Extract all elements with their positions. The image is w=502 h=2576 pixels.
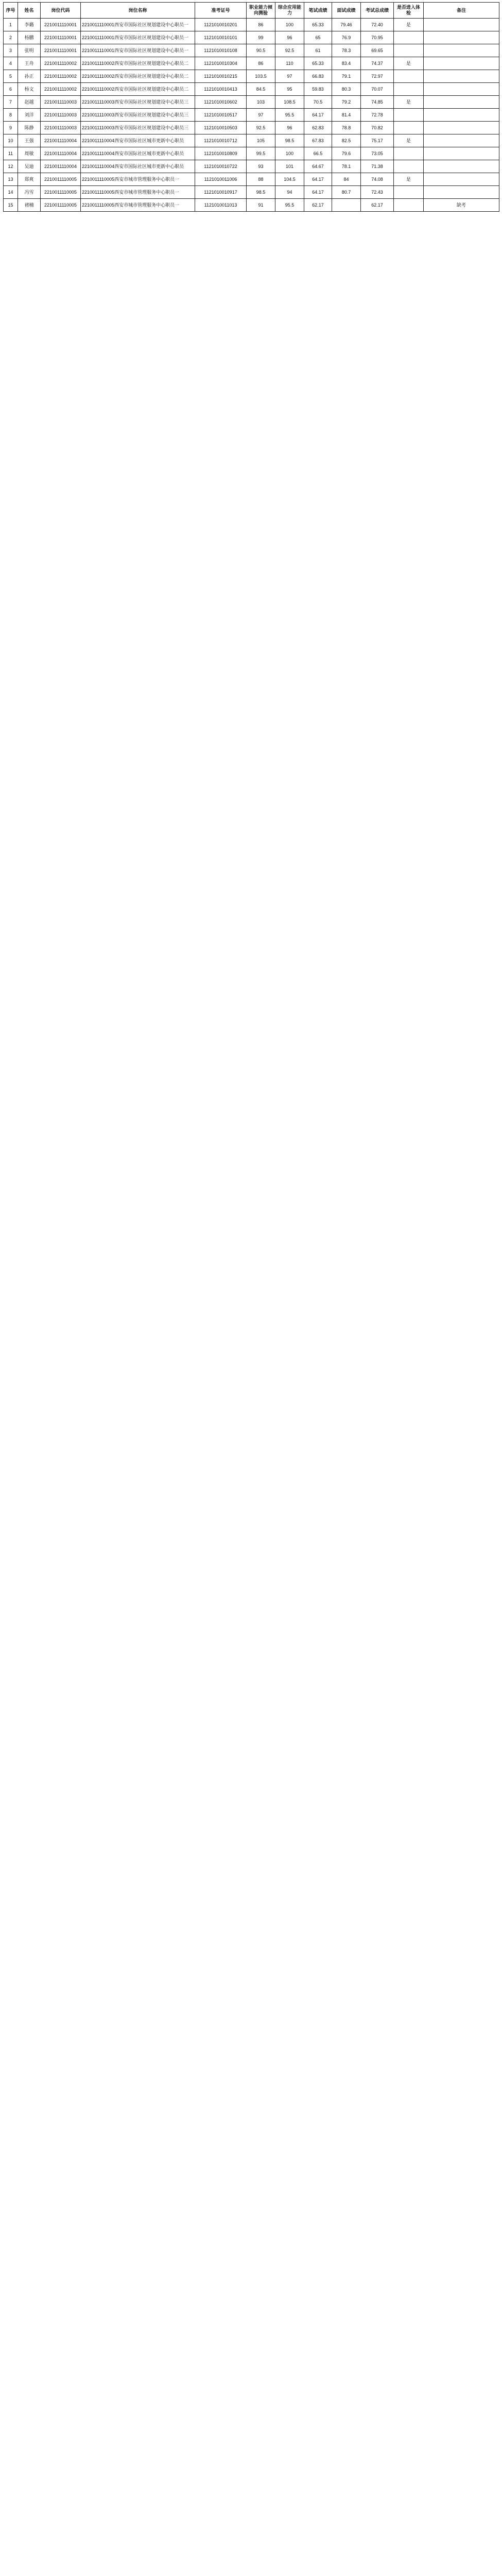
cell-written-score: 66.5 bbox=[304, 147, 332, 160]
cell-name: 王舟 bbox=[18, 57, 41, 70]
cell-written-score: 65.33 bbox=[304, 19, 332, 31]
cell-exam-id: 1121010010917 bbox=[195, 186, 247, 199]
cell-exam-id: 1121010010809 bbox=[195, 147, 247, 160]
cell-name: 陈静 bbox=[18, 122, 41, 134]
cell-interview-score: 78.8 bbox=[332, 122, 361, 134]
cell-interview-score bbox=[332, 199, 361, 212]
header-post-name: 岗位名称 bbox=[81, 3, 195, 19]
cell-remark bbox=[424, 186, 499, 199]
cell-name: 吴迪 bbox=[18, 160, 41, 173]
header-total-score: 考试总成绩 bbox=[361, 3, 394, 19]
cell-post-code: 2210011110001 bbox=[41, 44, 81, 57]
cell-post-name: 2210011110003西安市国际社区规划建设中心职员三 bbox=[81, 122, 195, 134]
cell-index: 3 bbox=[4, 44, 18, 57]
cell-aptitude-score: 105 bbox=[247, 134, 275, 147]
cell-index: 14 bbox=[4, 186, 18, 199]
table-row bbox=[4, 147, 499, 160]
cell-total-score: 74.08 bbox=[361, 173, 394, 186]
cell-exam-id: 1121010010101 bbox=[195, 31, 247, 44]
table-row bbox=[4, 199, 499, 212]
table-row bbox=[4, 57, 499, 70]
cell-post-code: 2210011110003 bbox=[41, 96, 81, 109]
table-row bbox=[4, 122, 499, 134]
table-row bbox=[4, 134, 499, 147]
cell-interview-score: 79.46 bbox=[332, 19, 361, 31]
cell-exam-id: 1121010010215 bbox=[195, 70, 247, 83]
table-row bbox=[4, 31, 499, 44]
header-written-score: 笔试成绩 bbox=[304, 3, 332, 19]
cell-interview-score: 82.5 bbox=[332, 134, 361, 147]
cell-aptitude-score: 86 bbox=[247, 19, 275, 31]
cell-total-score: 73.05 bbox=[361, 147, 394, 160]
cell-post-name: 2210011110005西安市城市管理服务中心职员一 bbox=[81, 173, 195, 186]
header-interview-score: 面试成绩 bbox=[332, 3, 361, 19]
cell-name: 赵越 bbox=[18, 96, 41, 109]
cell-post-code: 2210011110004 bbox=[41, 147, 81, 160]
cell-post-name: 2210011110004西安市国际社区城市更新中心职员 bbox=[81, 147, 195, 160]
header-application-score: 综合应用能力 bbox=[275, 3, 304, 19]
cell-post-code: 2210011110002 bbox=[41, 57, 81, 70]
cell-physical-exam: 是 bbox=[394, 173, 424, 186]
cell-post-name: 2210011110002西安市国际社区规划建设中心职员二 bbox=[81, 57, 195, 70]
cell-written-score: 64.67 bbox=[304, 160, 332, 173]
cell-index: 13 bbox=[4, 173, 18, 186]
cell-total-score: 62.17 bbox=[361, 199, 394, 212]
cell-written-score: 64.17 bbox=[304, 109, 332, 122]
cell-post-code: 2210011110001 bbox=[41, 31, 81, 44]
cell-exam-id: 1121010010304 bbox=[195, 57, 247, 70]
cell-interview-score: 84 bbox=[332, 173, 361, 186]
cell-name: 冯雪 bbox=[18, 186, 41, 199]
cell-aptitude-score: 103.5 bbox=[247, 70, 275, 83]
cell-index: 11 bbox=[4, 147, 18, 160]
cell-interview-score: 80.3 bbox=[332, 83, 361, 96]
cell-written-score: 67.83 bbox=[304, 134, 332, 147]
table-row bbox=[4, 186, 499, 199]
cell-interview-score: 78.1 bbox=[332, 160, 361, 173]
cell-remark bbox=[424, 31, 499, 44]
cell-post-name: 2210011110001西安市国际社区规划建设中心职员一 bbox=[81, 19, 195, 31]
table-row bbox=[4, 160, 499, 173]
cell-remark bbox=[424, 96, 499, 109]
cell-application-score: 100 bbox=[275, 147, 304, 160]
cell-name: 周敏 bbox=[18, 147, 41, 160]
cell-name: 郑爽 bbox=[18, 173, 41, 186]
cell-total-score: 72.97 bbox=[361, 70, 394, 83]
header-name: 姓名 bbox=[18, 3, 41, 19]
cell-written-score: 61 bbox=[304, 44, 332, 57]
cell-post-name: 2210011110004西安市国际社区城市更新中心职员 bbox=[81, 134, 195, 147]
cell-application-score: 95 bbox=[275, 83, 304, 96]
cell-interview-score: 80.7 bbox=[332, 186, 361, 199]
table-row bbox=[4, 19, 499, 31]
cell-index: 12 bbox=[4, 160, 18, 173]
cell-post-name: 2210011110001西安市国际社区规划建设中心职员一 bbox=[81, 44, 195, 57]
cell-index: 15 bbox=[4, 199, 18, 212]
header-row bbox=[4, 3, 499, 19]
cell-aptitude-score: 93 bbox=[247, 160, 275, 173]
cell-application-score: 104.5 bbox=[275, 173, 304, 186]
header-post-code: 岗位代码 bbox=[41, 3, 81, 19]
cell-index: 5 bbox=[4, 70, 18, 83]
cell-exam-id: 1121010010517 bbox=[195, 109, 247, 122]
cell-interview-score: 83.4 bbox=[332, 57, 361, 70]
cell-physical-exam bbox=[394, 186, 424, 199]
cell-total-score: 72.40 bbox=[361, 19, 394, 31]
cell-written-score: 65 bbox=[304, 31, 332, 44]
cell-physical-exam bbox=[394, 31, 424, 44]
table-row bbox=[4, 44, 499, 57]
cell-post-name: 2210011110001西安市国际社区规划建设中心职员一 bbox=[81, 31, 195, 44]
cell-remark bbox=[424, 160, 499, 173]
cell-written-score: 64.17 bbox=[304, 186, 332, 199]
cell-physical-exam bbox=[394, 122, 424, 134]
cell-index: 1 bbox=[4, 19, 18, 31]
cell-remark bbox=[424, 44, 499, 57]
cell-post-name: 2210011110003西安市国际社区规划建设中心职员三 bbox=[81, 96, 195, 109]
cell-physical-exam bbox=[394, 147, 424, 160]
cell-aptitude-score: 97 bbox=[247, 109, 275, 122]
cell-post-name: 2210011110002西安市国际社区规划建设中心职员二 bbox=[81, 70, 195, 83]
cell-interview-score: 79.6 bbox=[332, 147, 361, 160]
cell-total-score: 72.78 bbox=[361, 109, 394, 122]
cell-total-score: 70.95 bbox=[361, 31, 394, 44]
cell-exam-id: 1121010011006 bbox=[195, 173, 247, 186]
cell-written-score: 65.33 bbox=[304, 57, 332, 70]
cell-interview-score: 76.9 bbox=[332, 31, 361, 44]
cell-remark bbox=[424, 147, 499, 160]
cell-application-score: 101 bbox=[275, 160, 304, 173]
header-exam-id: 准考证号 bbox=[195, 3, 247, 19]
cell-interview-score: 81.4 bbox=[332, 109, 361, 122]
cell-name: 杨鹏 bbox=[18, 31, 41, 44]
cell-physical-exam: 是 bbox=[394, 19, 424, 31]
cell-written-score: 62.17 bbox=[304, 199, 332, 212]
cell-physical-exam bbox=[394, 109, 424, 122]
cell-application-score: 100 bbox=[275, 19, 304, 31]
cell-written-score: 64.17 bbox=[304, 173, 332, 186]
cell-aptitude-score: 99 bbox=[247, 31, 275, 44]
cell-name: 王强 bbox=[18, 134, 41, 147]
cell-index: 9 bbox=[4, 122, 18, 134]
cell-post-name: 2210011110004西安市国际社区城市更新中心职员 bbox=[81, 160, 195, 173]
cell-application-score: 96 bbox=[275, 122, 304, 134]
cell-exam-id: 1121010010722 bbox=[195, 160, 247, 173]
cell-aptitude-score: 91 bbox=[247, 199, 275, 212]
cell-remark bbox=[424, 83, 499, 96]
cell-index: 7 bbox=[4, 96, 18, 109]
cell-aptitude-score: 92.5 bbox=[247, 122, 275, 134]
cell-post-code: 2210011110002 bbox=[41, 70, 81, 83]
cell-remark bbox=[424, 19, 499, 31]
cell-remark bbox=[424, 134, 499, 147]
cell-physical-exam bbox=[394, 70, 424, 83]
cell-exam-id: 1121010011013 bbox=[195, 199, 247, 212]
cell-aptitude-score: 98.5 bbox=[247, 186, 275, 199]
cell-post-name: 2210011110002西安市国际社区规划建设中心职员二 bbox=[81, 83, 195, 96]
cell-application-score: 110 bbox=[275, 57, 304, 70]
cell-name: 李璐 bbox=[18, 19, 41, 31]
table-row bbox=[4, 96, 499, 109]
table-row bbox=[4, 83, 499, 96]
cell-remark bbox=[424, 122, 499, 134]
table-row bbox=[4, 109, 499, 122]
cell-application-score: 108.5 bbox=[275, 96, 304, 109]
cell-physical-exam bbox=[394, 160, 424, 173]
cell-exam-id: 1121010010503 bbox=[195, 122, 247, 134]
cell-post-code: 2210011110004 bbox=[41, 160, 81, 173]
cell-post-code: 2210011110003 bbox=[41, 109, 81, 122]
cell-post-name: 2210011110003西安市国际社区规划建设中心职员三 bbox=[81, 109, 195, 122]
cell-total-score: 75.17 bbox=[361, 134, 394, 147]
cell-post-code: 2210011110003 bbox=[41, 122, 81, 134]
cell-written-score: 59.83 bbox=[304, 83, 332, 96]
score-table bbox=[3, 2, 499, 212]
cell-aptitude-score: 90.5 bbox=[247, 44, 275, 57]
cell-application-score: 98.5 bbox=[275, 134, 304, 147]
cell-interview-score: 79.2 bbox=[332, 96, 361, 109]
cell-physical-exam: 是 bbox=[394, 96, 424, 109]
cell-written-score: 62.83 bbox=[304, 122, 332, 134]
cell-post-code: 2210011110004 bbox=[41, 134, 81, 147]
cell-post-code: 2210011110005 bbox=[41, 173, 81, 186]
cell-exam-id: 1121010010108 bbox=[195, 44, 247, 57]
cell-aptitude-score: 84.5 bbox=[247, 83, 275, 96]
header-index: 序号 bbox=[4, 3, 18, 19]
table-row bbox=[4, 70, 499, 83]
header-aptitude-score: 职业能力倾向测验 bbox=[247, 3, 275, 19]
cell-interview-score: 79.1 bbox=[332, 70, 361, 83]
table-row bbox=[4, 173, 499, 186]
cell-remark bbox=[424, 173, 499, 186]
cell-application-score: 95.5 bbox=[275, 199, 304, 212]
cell-index: 2 bbox=[4, 31, 18, 44]
cell-aptitude-score: 103 bbox=[247, 96, 275, 109]
cell-physical-exam: 是 bbox=[394, 57, 424, 70]
cell-total-score: 74.37 bbox=[361, 57, 394, 70]
cell-total-score: 72.43 bbox=[361, 186, 394, 199]
cell-name: 张明 bbox=[18, 44, 41, 57]
cell-total-score: 71.38 bbox=[361, 160, 394, 173]
cell-name: 杨文 bbox=[18, 83, 41, 96]
cell-name: 褚楠 bbox=[18, 199, 41, 212]
cell-total-score: 74.85 bbox=[361, 96, 394, 109]
cell-exam-id: 1121010010712 bbox=[195, 134, 247, 147]
cell-index: 6 bbox=[4, 83, 18, 96]
cell-physical-exam bbox=[394, 44, 424, 57]
header-remark: 备注 bbox=[424, 3, 499, 19]
cell-total-score: 70.82 bbox=[361, 122, 394, 134]
cell-aptitude-score: 86 bbox=[247, 57, 275, 70]
cell-written-score: 66.83 bbox=[304, 70, 332, 83]
cell-physical-exam bbox=[394, 199, 424, 212]
cell-post-name: 2210011110005西安市城市管理服务中心职员一 bbox=[81, 186, 195, 199]
cell-remark bbox=[424, 109, 499, 122]
cell-remark: 缺考 bbox=[424, 199, 499, 212]
cell-post-name: 2210011110005西安市城市管理服务中心职员一 bbox=[81, 199, 195, 212]
table-body bbox=[4, 19, 499, 212]
cell-index: 4 bbox=[4, 57, 18, 70]
cell-exam-id: 1121010010201 bbox=[195, 19, 247, 31]
cell-remark bbox=[424, 70, 499, 83]
cell-exam-id: 1121010010413 bbox=[195, 83, 247, 96]
cell-application-score: 94 bbox=[275, 186, 304, 199]
cell-post-code: 2210011110001 bbox=[41, 19, 81, 31]
cell-physical-exam bbox=[394, 83, 424, 96]
cell-name: 刘洋 bbox=[18, 109, 41, 122]
cell-remark bbox=[424, 57, 499, 70]
cell-application-score: 96 bbox=[275, 31, 304, 44]
cell-name: 孙正 bbox=[18, 70, 41, 83]
cell-index: 8 bbox=[4, 109, 18, 122]
cell-post-code: 2210011110005 bbox=[41, 186, 81, 199]
cell-written-score: 70.5 bbox=[304, 96, 332, 109]
cell-total-score: 70.07 bbox=[361, 83, 394, 96]
cell-application-score: 92.5 bbox=[275, 44, 304, 57]
header-physical-exam: 是否进入体检 bbox=[394, 3, 424, 19]
cell-post-code: 2210011110005 bbox=[41, 199, 81, 212]
cell-total-score: 69.65 bbox=[361, 44, 394, 57]
cell-exam-id: 1121010010602 bbox=[195, 96, 247, 109]
cell-aptitude-score: 88 bbox=[247, 173, 275, 186]
cell-aptitude-score: 99.5 bbox=[247, 147, 275, 160]
cell-post-code: 2210011110002 bbox=[41, 83, 81, 96]
cell-interview-score: 78.3 bbox=[332, 44, 361, 57]
cell-application-score: 95.5 bbox=[275, 109, 304, 122]
cell-application-score: 97 bbox=[275, 70, 304, 83]
cell-index: 10 bbox=[4, 134, 18, 147]
cell-physical-exam: 是 bbox=[394, 134, 424, 147]
